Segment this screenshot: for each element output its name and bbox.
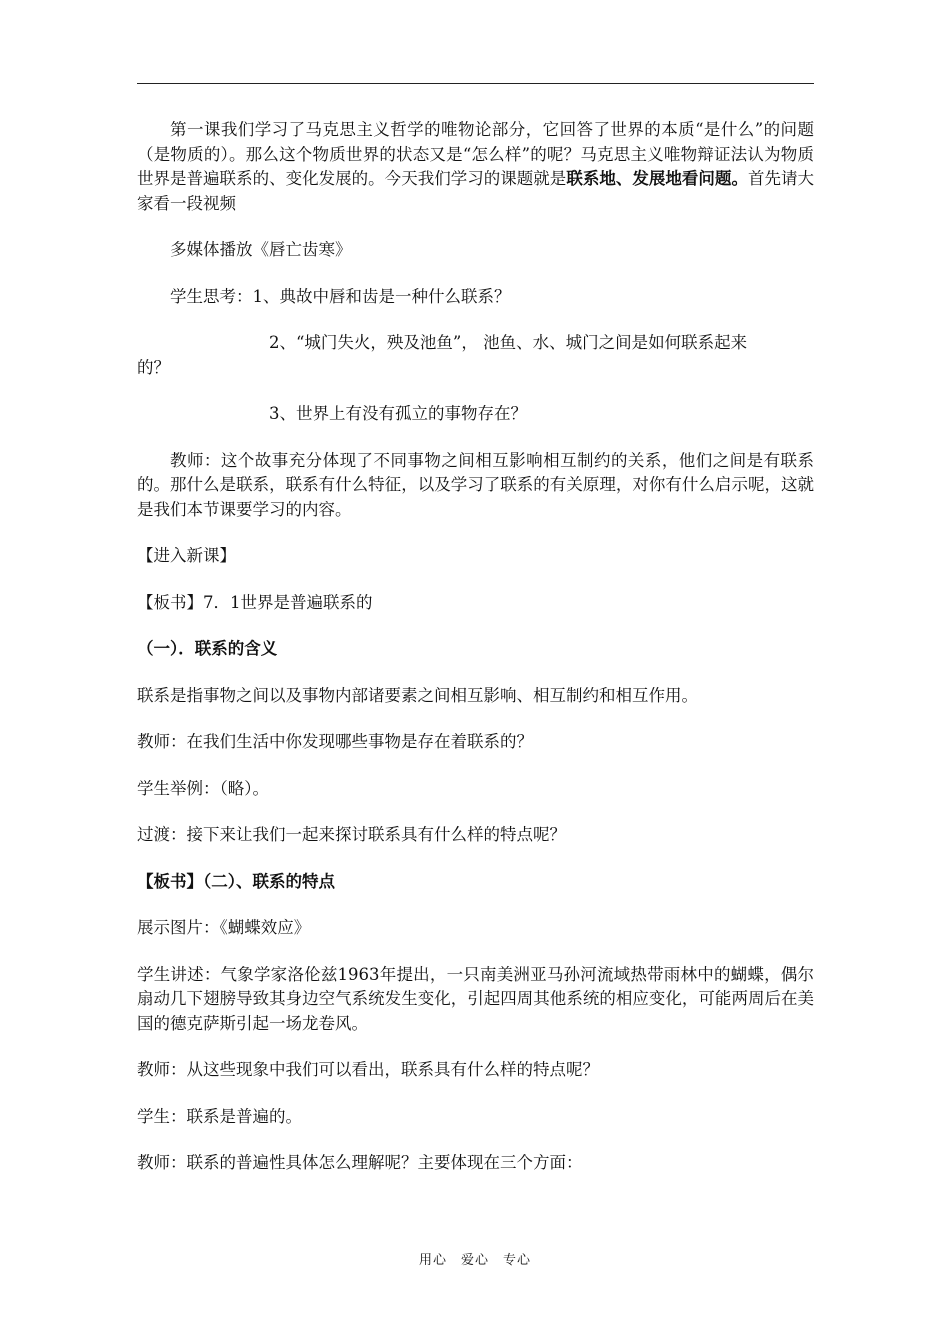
show-picture-line: 展示图片：《蝴蝶效应》 [137, 918, 311, 937]
think-question-1: 学生思考：1、典故中唇和齿是一种什么联系？ [170, 286, 511, 306]
definition-paragraph: 联系是指事物之间以及事物内部诸要素之间相互影响、相互制约和相互作用。 [137, 685, 698, 705]
multimedia-line: 多媒体播放《唇亡齿寒》 [170, 240, 352, 259]
intro-paragraph [137, 118, 814, 216]
student-answer: 学生：联系是普遍的。 [137, 1106, 302, 1126]
teacher-question-2: 教师：在我们生活中你发现哪些事物是存在着联系的？ [137, 732, 533, 751]
teacher-paragraph-1: 教师：这个故事充分体现了不同事物之间相互影响相互制约的关系，他们之间是有联系的。那什么是联系，联系有什么特征，以及学习了联系的有关原理，对你有什么启示呢，这就是我们本节课要学习的内容。 [137, 450, 814, 519]
transition-line: 过渡：接下来让我们一起来探讨联系具有什么样的特点呢？ [137, 825, 566, 844]
header-rule [137, 83, 814, 84]
think-question-2-line1: 2、“城门失火，殃及池鱼”， 池鱼、水、城门之间是如何联系起来 [269, 333, 748, 352]
intro-text-after: 首先请大家看一段视频 [137, 169, 815, 213]
board-note-2: 【板书】（二）、联系的特点 [137, 871, 335, 891]
think-question-2 [137, 331, 814, 380]
teacher-question-4: 教师：联系的普遍性具体怎么理解呢？主要体现在三个方面： [137, 1153, 583, 1172]
section-heading-1: （一）．联系的含义 [137, 639, 278, 658]
student-narration: 学生讲述：气象学家洛伦兹1963年提出，一只南美洲亚马孙河流域热带雨林中的蝴蝶，偶尔扇动几下翅膀导致其身边空气系统发生变化，引起四周其他系统的相应变化，可能两周后在美国的德克萨斯引起一场龙卷风。 [137, 964, 814, 1033]
document-body [137, 118, 814, 1198]
board-note-1: 【板书】7．1世界是普遍联系的 [137, 592, 373, 612]
enter-new-lesson: 【进入新课】 [137, 546, 236, 565]
teacher-question-3: 教师：从这些现象中我们可以看出，联系具有什么样的特点呢？ [137, 1060, 599, 1079]
intro-bold-topic: 联系地、发展地看问题。 [566, 169, 748, 188]
intro-text: 第一课我们学习了马克思主义哲学的唯物论部分，它回答了世界的本质“是什么”的问题（是物质的）。那么这个物质世界的状态又是“怎么样”的呢？马克思主义唯物辩证法认为物质世界是普遍联系的、变化发展的。今天我们学习的课题就是 [137, 120, 814, 188]
think-question-3: 3、世界上有没有孤立的事物存在？ [269, 404, 527, 423]
student-example: 学生举例：（略）。 [137, 778, 269, 798]
think-question-2-line2: 的？ [137, 357, 170, 377]
page-footer: 用心 爱心 专心 [418, 1253, 531, 1268]
